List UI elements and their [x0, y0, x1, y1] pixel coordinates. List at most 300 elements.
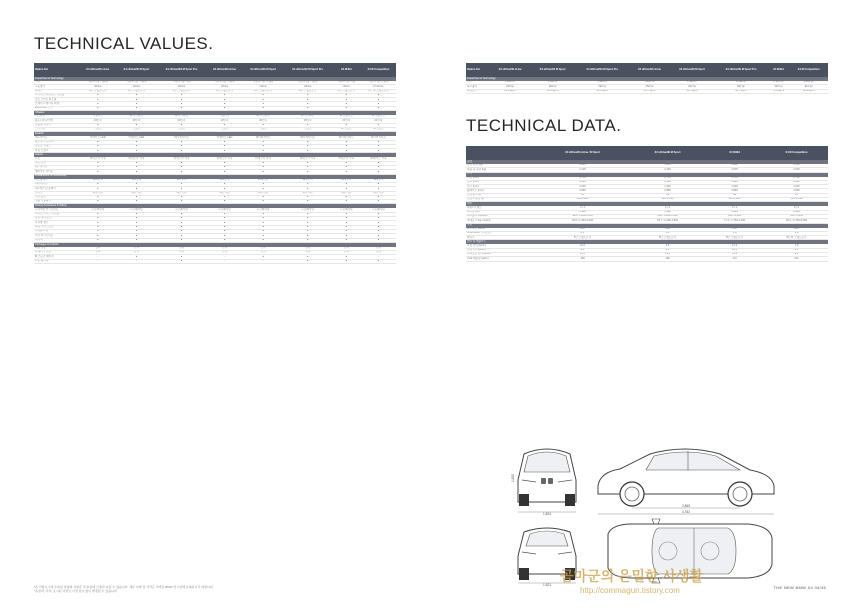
table-cell: ● — [361, 217, 396, 221]
table-cell: 1,998 — [534, 210, 631, 214]
table-cell: 프로페셔널 — [79, 208, 116, 212]
row-label: 0-100 km/h 가속 (초) — [466, 231, 534, 235]
table-cell: ● — [79, 221, 116, 225]
table-cell: 선택 — [284, 247, 332, 251]
table-cell: 252 / 5,200-6,500 — [631, 214, 704, 218]
table-header-row — [466, 63, 828, 77]
table-cell: ● — [284, 170, 332, 174]
table-cell: ● — [243, 170, 284, 174]
table-cell: ● — [332, 182, 361, 186]
column-header: X4 xDrive20i M Sport — [539, 67, 566, 71]
table-cell: 버네스카 가죽 — [243, 157, 284, 161]
table-cell: M 서스펜션 — [157, 115, 206, 119]
table-cell: 직렬 4기통 가솔린 — [116, 81, 157, 85]
column-header: X4 xDrive30i M Sport — [250, 67, 277, 71]
table-cell: ● — [361, 221, 396, 225]
table-cell: 프로페셔널 — [157, 208, 206, 212]
table-cell: 12.1 — [534, 253, 631, 257]
table-cell: 30.6 / 1,350-4,000 — [534, 219, 631, 223]
table-cell: 65 — [765, 193, 828, 197]
table-cell: 1,995 cc — [575, 81, 629, 85]
table-cell: ● — [116, 195, 157, 199]
table-cell: 222 — [765, 257, 828, 261]
table-cell: 선택 — [243, 251, 284, 255]
table-cell: ● — [332, 98, 361, 102]
table-cell: 8단 스텝트로닉 — [116, 89, 157, 93]
table-cell: ● — [206, 182, 243, 186]
table-cell: 스포츠 — [243, 127, 284, 131]
table-cell: ● — [243, 149, 284, 153]
table-cell: ● — [243, 200, 284, 204]
table-cell: ● — [361, 98, 396, 102]
column-header: X4 xDrive30i M Sport — [654, 150, 681, 154]
table-cell: 12.3인치 — [361, 179, 396, 183]
table-cell: ● — [243, 166, 284, 170]
table-cell: ● — [243, 234, 284, 238]
table-cell: ● — [361, 166, 396, 170]
table-cell: ● — [157, 170, 206, 174]
table-cell: ● — [206, 123, 243, 127]
row-label: 서라운드 뷰 — [34, 229, 79, 233]
table-cell: M xDrive — [361, 85, 396, 89]
row-label: 엔진 — [34, 81, 79, 85]
table-cell: ● — [243, 187, 284, 191]
table-cell: 직렬 4기통 가솔린 — [79, 81, 116, 85]
row-label: 최고출력 — [466, 85, 490, 89]
table-cell: 선택 — [157, 247, 206, 251]
table-cell: ● — [284, 144, 332, 148]
table-cell: 하만카돈 — [284, 191, 332, 195]
table-cell: ● — [243, 144, 284, 148]
table-cell: 프로페셔널 — [243, 208, 284, 212]
car-front-view-drawing — [510, 442, 584, 516]
table-cell: ● — [116, 238, 157, 242]
car-side-view-drawing — [590, 436, 780, 518]
column-header: X4 xDrive30i xLine — [638, 67, 661, 71]
rear-track-label: 1,621 — [543, 583, 551, 586]
row-label: 휠베이스 (mm) — [466, 189, 534, 193]
table-cell: 190 hp — [575, 85, 629, 89]
table-cell: 선택 — [79, 247, 116, 251]
row-label: 오디오 — [34, 191, 79, 195]
table-cell: 71.4 / 1,750-2,250 — [704, 219, 765, 223]
row-label: 드라이브 퍼포먼스 컨트롤 — [34, 93, 79, 97]
table-cell: 4 / 4 — [534, 206, 631, 210]
table-cell: 66.3 kg·m — [789, 89, 828, 93]
row-label: 파킹 어시스턴트 — [34, 225, 79, 229]
table-cell: xDrive — [116, 85, 157, 89]
table-cell: 4,755 — [704, 177, 765, 181]
row-label: 최고출력 (hp/rpm) — [466, 214, 534, 218]
table-cell: 2,865 — [765, 189, 828, 193]
table-cell: ● — [79, 212, 116, 216]
table-cell: ● — [157, 234, 206, 238]
table-cell: ● — [243, 102, 284, 106]
table-cell: ● — [157, 195, 206, 199]
table-cell: ● — [206, 98, 243, 102]
row-label: 최고속도 (km/h) — [466, 228, 534, 232]
table-cell: ● — [284, 161, 332, 165]
table-cell: 직렬 4기통 가솔린 — [243, 81, 284, 85]
table-cell: 선택 — [116, 247, 157, 251]
table-cell: ● — [284, 259, 332, 263]
row-label: 런플랫 타이어 — [34, 123, 79, 127]
table-cell: 9.0 — [534, 248, 631, 252]
table-cell: ● — [243, 140, 284, 144]
table-cell: ● — [361, 238, 396, 242]
table-cell: ● — [284, 229, 332, 233]
table-cell: ● — [284, 149, 332, 153]
table-cell: 1,940 — [765, 180, 828, 184]
table-cell: 12.3인치 — [284, 179, 332, 183]
table-cell: 35.7 kg·m — [715, 89, 768, 93]
table-cell: ● — [157, 217, 206, 221]
length-label: 4,752 — [682, 510, 690, 514]
table-cell: 6 / 4 — [704, 206, 765, 210]
row-label: 헤드업 디스플레이 — [34, 187, 79, 191]
table-cell: ● — [116, 161, 157, 165]
table-cell: ● — [332, 170, 361, 174]
table-cell: ● — [243, 182, 284, 186]
table-cell: ● — [361, 123, 396, 127]
table-cell: 12.3인치 — [157, 179, 206, 183]
table-cell: ● — [361, 200, 396, 204]
table-cell: ● — [361, 187, 396, 191]
table-cell: 35.7 / 1,450-4,800 — [631, 219, 704, 223]
footnote-2: *유류비, 가격, 표시된 사양은 사전 통보 없이 변경될 수 있습니다. — [34, 589, 118, 593]
column-header: X4 xDrive30i M Sport — [679, 67, 705, 71]
table-cell: 하만카돈 — [116, 191, 157, 195]
table-row — [466, 257, 828, 261]
table-cell: ● — [284, 98, 332, 102]
table-cell: ● — [284, 106, 332, 110]
row-label: 복합 연비 (km/L) — [466, 244, 534, 248]
table-cell: ● — [284, 187, 332, 191]
table-cell: 9.5 — [631, 244, 704, 248]
table-cell: ● — [157, 200, 206, 204]
column-header: X4 xDrive20i xLine / M Sport — [565, 150, 600, 154]
table-cell: 버네스카 가죽 — [206, 157, 243, 161]
table-cell: M 어댑티브 — [361, 115, 396, 119]
table-cell: ● — [79, 170, 116, 174]
table-cell: 8단 스텝트로닉 — [243, 89, 284, 93]
table-cell: ● — [157, 123, 206, 127]
table-cell: 6.3 — [631, 231, 704, 235]
table-cell: 340 hp — [768, 85, 790, 89]
section-title: Packages & Colours — [34, 242, 396, 247]
table-cell: 1,620 — [704, 185, 765, 189]
column-header: Option list — [35, 67, 48, 71]
table-cell: 2,040 — [765, 164, 828, 168]
table-cell: 66.3 / 2,750-5,500 — [765, 219, 828, 223]
table-cell: 21인치 — [361, 119, 396, 123]
table-cell: 21인치 — [332, 119, 361, 123]
table-cell: 525-1,430 — [534, 198, 631, 202]
table-cell: xDrive — [157, 85, 206, 89]
table-cell: 240 — [631, 228, 704, 232]
column-header: X4 xDrive20d M Sport Pro — [586, 67, 619, 71]
table-cell: 2,445 — [631, 168, 704, 172]
table-cell: 525-1,430 — [765, 198, 828, 202]
table-cell: 19인치 — [206, 119, 243, 123]
table-row — [34, 259, 396, 263]
table-cell: ● — [79, 166, 116, 170]
table-cell: 19인치 — [116, 119, 157, 123]
table-cell: ● — [332, 187, 361, 191]
table-cell: 184 / 5,000-6,500 — [534, 214, 631, 218]
table-cell: 184 hp — [530, 85, 575, 89]
table-cell: 8단 스텝트로닉 — [631, 236, 704, 240]
row-label: 전고 (mm) — [466, 185, 534, 189]
table-cell: 버네스카 가죽 — [79, 157, 116, 161]
table-cell: ● — [243, 255, 284, 259]
table-cell: M 메리노 가죽 — [361, 157, 396, 161]
section-title: Chassis — [34, 111, 396, 116]
table-cell: ● — [361, 259, 396, 263]
table-cell: - — [79, 255, 116, 259]
column-header: X4 xDrive20i M Sport — [123, 67, 150, 71]
table-cell: 프로페셔널 — [116, 208, 157, 212]
table-cell: ● — [157, 161, 206, 165]
table-cell: 선택 — [243, 247, 284, 251]
table-cell: ● — [157, 106, 206, 110]
table-cell: ● — [206, 140, 243, 144]
table-cell: ● — [79, 144, 116, 148]
table-cell: 2,000 — [704, 164, 765, 168]
table-cell: 20인치 — [243, 119, 284, 123]
table-cell: ● — [332, 166, 361, 170]
table-cell: - — [361, 255, 396, 259]
row-label: 차선 유지 보조 — [34, 217, 79, 221]
table-cell: 어댑티브 LED — [79, 136, 116, 140]
table-cell: ● — [332, 144, 361, 148]
table-cell: 35.7 kg·m — [670, 89, 715, 93]
row-label: 최대토크 (kg·m/rpm) — [466, 219, 534, 223]
table-cell: ● — [284, 221, 332, 225]
section-title: Powertrain & Technology — [34, 77, 396, 81]
table-cell: 4,755 — [534, 177, 631, 181]
row-label: 도심 연비 (km/L) — [466, 248, 534, 252]
table-cell: ● — [116, 166, 157, 170]
row-label: 구동방식 — [34, 85, 79, 89]
table-cell: 35.7 kg·m — [629, 89, 669, 93]
table-header-row — [466, 146, 828, 160]
row-label: 고속도로 연비 (km/L) — [466, 253, 534, 257]
table-cell: ● — [284, 234, 332, 238]
table-cell: ● — [332, 255, 361, 259]
table-cell: ● — [284, 217, 332, 221]
table-cell: 선택 — [332, 251, 361, 255]
table-cell: ● — [332, 229, 361, 233]
table-cell: ● — [284, 102, 332, 106]
table-cell: ● — [116, 106, 157, 110]
table-cell: 2,865 — [534, 189, 631, 193]
table-cell: ● — [116, 187, 157, 191]
table-cell: ● — [116, 225, 157, 229]
table-cell: ● — [116, 144, 157, 148]
table-cell: ● — [284, 93, 332, 97]
table-cell: 스포츠 — [284, 127, 332, 131]
table-cell: ● — [243, 229, 284, 233]
row-label: 연료탱크 (L) — [466, 193, 534, 197]
table-cell: 2,993 — [704, 210, 765, 214]
table-cell: ● — [157, 140, 206, 144]
table-cell: 선택 — [79, 251, 116, 255]
table-cell: xDrive — [79, 85, 116, 89]
table-cell: ● — [116, 170, 157, 174]
table-cell: ● — [157, 144, 206, 148]
table-cell: ● — [243, 93, 284, 97]
table-cell: ● — [79, 182, 116, 186]
table-cell: ● — [116, 229, 157, 233]
table-cell: ● — [332, 212, 361, 216]
table-cell: ● — [157, 187, 206, 191]
table-cell: 선택 — [361, 251, 396, 255]
row-label: 후측방 경고 — [34, 221, 79, 225]
table-cell: 레이저라이트 — [361, 136, 396, 140]
row-label: 후진 어시스턴트 — [34, 234, 79, 238]
table-cell: ● — [361, 225, 396, 229]
table-cell: ● — [332, 259, 361, 263]
table-cell: ● — [284, 212, 332, 216]
table-cell: 11.3 — [704, 244, 765, 248]
table-cell: M 스포츠 — [361, 127, 396, 131]
table-cell: 250 — [765, 228, 828, 232]
table-cell: ● — [79, 234, 116, 238]
table-cell: ● — [206, 229, 243, 233]
table-cell: 252 hp — [629, 85, 669, 89]
row-label: 내비게이션 — [34, 182, 79, 186]
table-cell: 8.3 — [534, 231, 631, 235]
table-cell: ● — [332, 140, 361, 144]
table-cell: 버네스카 가죽 — [332, 157, 361, 161]
table-cell: ● — [116, 182, 157, 186]
page-number: THE NEW BMW X4 34/35 — [773, 585, 826, 590]
table-cell: ● — [116, 212, 157, 216]
column-header: X4 M Competition — [785, 150, 808, 154]
section-title: 엔진 — [466, 202, 828, 207]
table-cell: xDrive — [243, 85, 284, 89]
column-header: X4 M Competition — [797, 67, 820, 71]
table-cell: ● — [79, 123, 116, 127]
row-label: 배기량 (cc) — [466, 210, 534, 214]
table-cell: 184 hp — [490, 85, 530, 89]
table-cell: 스포츠 — [79, 127, 116, 131]
row-label: 브레이크 에너지 회생 — [34, 102, 79, 106]
table-cell: ● — [116, 93, 157, 97]
row-label: 전장 (mm) — [466, 177, 534, 181]
table-cell: 12.3인치 — [79, 179, 116, 183]
table-cell: ● — [361, 102, 396, 106]
table-cell: ● — [206, 212, 243, 216]
table-cell: - — [206, 255, 243, 259]
row-label: 에어백 — [34, 238, 79, 242]
table-cell: ● — [157, 238, 206, 242]
table-cell: ● — [79, 217, 116, 221]
table-cell: 12.3인치 — [116, 179, 157, 183]
table-cell: ● — [116, 123, 157, 127]
table-cell: 252 hp — [715, 85, 768, 89]
table-cell: ● — [206, 200, 243, 204]
table-cell: - — [206, 259, 243, 263]
table-cell: ● — [79, 140, 116, 144]
table-cell: ● — [361, 182, 396, 186]
table-cell: ● — [361, 170, 396, 174]
table-cell: ● — [284, 140, 332, 144]
table-cell: 30.6 kg·m — [530, 89, 575, 93]
table-cell: 340 / 4,400 — [704, 214, 765, 218]
row-label: 트렁크 용량 (L) — [466, 198, 534, 202]
table-cell: ● — [332, 149, 361, 153]
footnote-1: *본 카탈로그에 수록된 차량의 사양은 국내 판매 모델과 다를 수 있습니다. 세부 사양 및 가격은 가까운 BMW 전시장에 문의하시기 바랍니다. — [34, 585, 214, 589]
table-cell: 7.9 — [765, 244, 828, 248]
table-cell: ● — [332, 106, 361, 110]
table-cell: 어댑티브 — [79, 115, 116, 119]
table-cell: ● — [79, 187, 116, 191]
table-cell: ● — [332, 225, 361, 229]
table-cell: ● — [206, 234, 243, 238]
table-cell: 선택 — [361, 247, 396, 251]
table-cell: M 서스펜션 — [116, 115, 157, 119]
row-label: 스티어링 — [34, 127, 79, 131]
table-cell: ● — [79, 161, 116, 165]
table-cell: 하만카돈 — [243, 191, 284, 195]
table-cell: ● — [116, 234, 157, 238]
table-cell: 8단 스텝트로닉 — [206, 89, 243, 93]
table-cell: 8단 스텝트로닉 — [534, 236, 631, 240]
table-cell: ● — [116, 149, 157, 153]
row-label: 최대토크 — [466, 89, 490, 93]
table-cell: 10.1 — [704, 248, 765, 252]
table-cell: 프로페셔널 — [332, 208, 361, 212]
table-cell: 30.6 kg·m — [490, 89, 530, 93]
table-cell: ● — [79, 98, 116, 102]
table-cell: ● — [361, 229, 396, 233]
section-title: Infotainment & Connectivity — [34, 174, 396, 179]
table-cell: ● — [206, 238, 243, 242]
table-cell: 4,760 — [765, 177, 828, 181]
table-cell: ● — [361, 144, 396, 148]
table-cell: ● — [79, 200, 116, 204]
row-label: 드라이빙 어시스턴트 — [34, 208, 79, 212]
table-cell: 1,998 — [631, 210, 704, 214]
table-cell: 10.2 — [534, 244, 631, 248]
table-cell: ● — [243, 123, 284, 127]
row-label: M 스포츠 패키지 — [34, 255, 79, 259]
technical-values-title: TECHNICAL VALUES. — [34, 34, 214, 53]
row-label: 애플 카플레이 — [34, 200, 79, 204]
table-cell: ● — [332, 200, 361, 204]
table-cell: ● — [79, 229, 116, 233]
table-cell: ● — [157, 221, 206, 225]
table-cell: ● — [116, 102, 157, 106]
column-header: X4 M40d — [729, 150, 740, 154]
table-cell: ● — [206, 170, 243, 174]
table-cell: 1,920 — [704, 180, 765, 184]
table-cell: 1,845 — [534, 164, 631, 168]
row-label: 변속기 — [466, 236, 534, 240]
table-cell: xDrive — [332, 85, 361, 89]
row-label: 외장 색상 — [34, 247, 79, 251]
table-cell: M 어댑티브 — [332, 115, 361, 119]
table-cell: 어댑티브 — [206, 115, 243, 119]
table-cell: - — [243, 259, 284, 263]
column-header: X4 xDrive30i M Sport Pro — [292, 67, 324, 71]
table-cell: ● — [361, 93, 396, 97]
section-title: 크기 — [466, 172, 828, 177]
column-header: Option list — [467, 67, 480, 71]
table-cell: ● — [116, 140, 157, 144]
